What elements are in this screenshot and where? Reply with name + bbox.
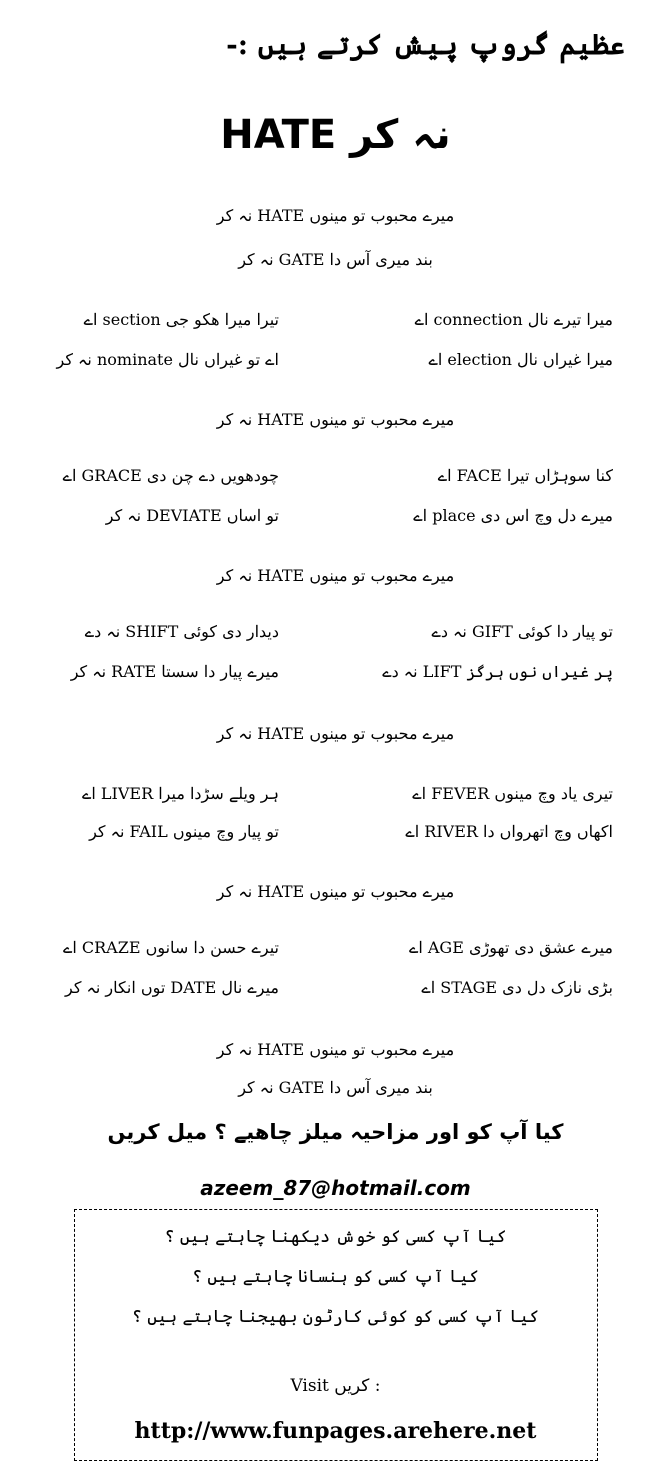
chorus-line: میرے محبوب تو مینوں HATE نہ کر bbox=[216, 1040, 455, 1059]
email-link[interactable]: azeem_87@hotmail.com bbox=[200, 1176, 471, 1200]
verse-line: دیدار دی کوئی SHIFT نہ دے bbox=[84, 622, 279, 641]
verse-line: میرا تیرے نال connection اے bbox=[414, 310, 613, 329]
promo-line: کیا آپ کسی کو کوئی کارٹون بھیجنا چاہتے ہیں ؟ bbox=[131, 1307, 540, 1327]
page-title: HATE نہ کر bbox=[220, 112, 451, 158]
visit-label: Visit کریں : bbox=[290, 1376, 381, 1396]
chorus-line: میرے محبوب تو مینوں HATE نہ کر bbox=[216, 206, 455, 225]
verse-line: پر غیراں نوں ہرگز LIFT نہ دے bbox=[382, 662, 613, 681]
more-mails-prompt: کیا آپ کو اور مزاحیہ میلز چاھیے ؟ میل کریں bbox=[107, 1120, 564, 1144]
chorus-line: میرے محبوب تو مینوں HATE نہ کر bbox=[216, 566, 455, 585]
verse-line: تو اساں DEVIATE نہ کر bbox=[105, 506, 279, 525]
promo-line: کیا آپ کسی کو ہنسانا چاہتے ہیں ؟ bbox=[192, 1267, 479, 1287]
chorus-line: میرے محبوب تو مینوں HATE نہ کر bbox=[216, 882, 455, 901]
verse-line: اکھاں وچ اتھرواں دا RIVER اے bbox=[405, 822, 613, 841]
verse-line: تیری یاد وچ مینوں FEVER اے bbox=[412, 784, 613, 803]
verse-line: بڑی نازک دل دی STAGE اے bbox=[421, 978, 613, 997]
verse-line: تو پیار دا کوئی GIFT نہ دے bbox=[431, 622, 613, 641]
verse-line: تو پیار وچ مینوں FAIL نہ کر bbox=[89, 822, 279, 841]
verse-line: ہر ویلے سڑدا میرا LIVER اے bbox=[81, 784, 279, 803]
verse-line: میرے عشق دی تھوڑی AGE اے bbox=[408, 938, 613, 957]
chorus-line: میرے محبوب تو مینوں HATE نہ کر bbox=[216, 410, 455, 429]
header-text: عظیم گروپ پیش کرتے ہیں :- bbox=[226, 28, 625, 61]
verse-line: میرے نال DATE توں انکار نہ کر bbox=[64, 978, 279, 997]
verse-line: تیرے حسن دا سانوں CRAZE اے bbox=[62, 938, 279, 957]
verse-line: تیرا میرا ھکو جی section اے bbox=[83, 310, 279, 329]
verse-line: چودھویں دے چن دی GRACE اے bbox=[62, 466, 279, 485]
verse-line: اے تو غیراں نال nominate نہ کر bbox=[56, 350, 279, 369]
verse-line: میرا غیراں نال election اے bbox=[428, 350, 613, 369]
verse-line: کنا سوہڑاں تیرا FACE اے bbox=[437, 466, 613, 485]
verse-line: میرے پیار دا سستا RATE نہ کر bbox=[70, 662, 279, 681]
promo-line: کیا آپ کسی کو خوش دیکھنا چاہتے ہیں ؟ bbox=[164, 1227, 507, 1247]
chorus-line: میرے محبوب تو مینوں HATE نہ کر bbox=[216, 724, 455, 743]
verse-line: میرے دل وچ اس دی place اے bbox=[413, 506, 613, 525]
chorus-line: بند میری آس دا GATE نہ کر bbox=[238, 1078, 433, 1097]
website-link[interactable]: http://www.funpages.arehere.net bbox=[134, 1418, 537, 1444]
chorus-line: بند میری آس دا GATE نہ کر bbox=[238, 250, 433, 269]
